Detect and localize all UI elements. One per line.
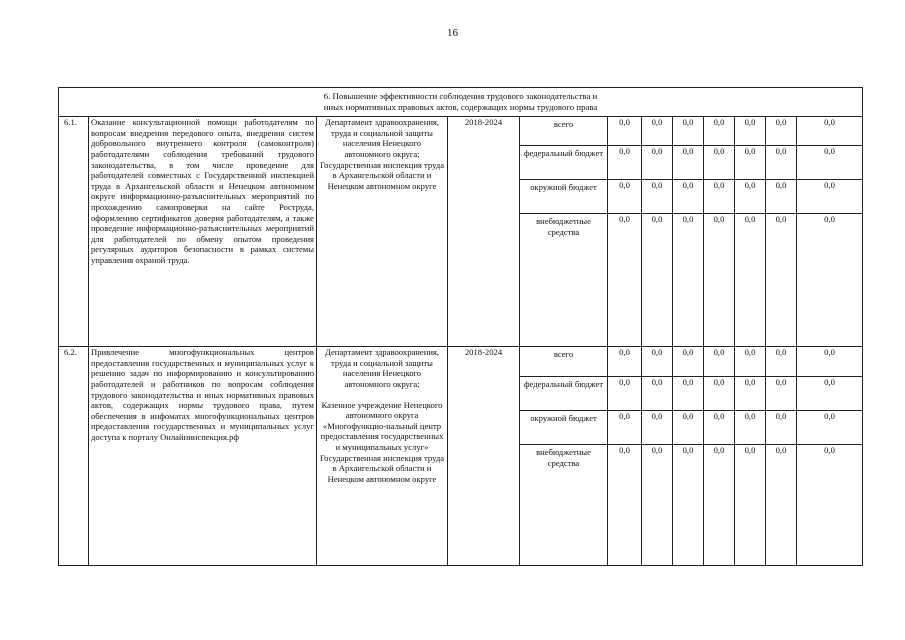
page-number: 16: [447, 27, 458, 39]
responsible-secondary: Государственная инспекция труда в Архангельской области и Ненецком автономном округе: [319, 159, 445, 191]
funding-value: 0,0: [608, 347, 642, 377]
funding-source: окружной бюджет: [520, 180, 608, 214]
funding-value: 0,0: [735, 214, 766, 347]
funding-value: 0,0: [735, 377, 766, 411]
funding-value: 0,0: [673, 445, 704, 566]
funding-source: федеральный бюджет: [520, 377, 608, 411]
funding-value: 0,0: [673, 146, 704, 180]
responsible-executors: [317, 347, 448, 566]
responsible-executors: [317, 117, 448, 347]
implementation-years: 2018-2024: [448, 117, 520, 347]
funding-value: 0,0: [642, 117, 673, 146]
funding-value: 0,0: [766, 146, 797, 180]
funding-value: 0,0: [673, 180, 704, 214]
section-title: 6. Повышение эффективности соблюдения трудового законодательства и иных нормативных правовых актов, содержащих нормы трудового права: [59, 88, 863, 117]
funding-value: 0,0: [642, 347, 673, 377]
funding-value: 0,0: [797, 214, 863, 347]
funding-value: 0,0: [797, 117, 863, 146]
funding-source: внебюджетные средства: [520, 445, 608, 566]
funding-value: 0,0: [766, 214, 797, 347]
funding-value: 0,0: [704, 347, 735, 377]
funding-value: 0,0: [642, 377, 673, 411]
funding-value: 0,0: [642, 445, 673, 566]
funding-value: 0,0: [673, 214, 704, 347]
program-table: [58, 87, 863, 566]
responsible-secondary: Казенное учреждение Ненецкого автономного округа «Многофункцио-нальный центр предоставления государственных и муниципальных услуг» Государственная инспекция труда в Архангельской области и Ненецком автономном округе: [319, 399, 445, 484]
funding-value: 0,0: [766, 117, 797, 146]
funding-value: 0,0: [704, 146, 735, 180]
implementation-years: 2018-2024: [448, 347, 520, 566]
funding-value: 0,0: [704, 445, 735, 566]
funding-value: 0,0: [735, 445, 766, 566]
funding-value: 0,0: [735, 180, 766, 214]
funding-value: 0,0: [797, 411, 863, 445]
funding-value: 0,0: [642, 180, 673, 214]
item-description: Привлечение многофункциональных центров предоставления государственных и муниципальных услуг к решению задач по информированию и консультированию работодателей и работников по вопросам соблюдения трудового законодательства и иных нормативных правовых актов, содержащих нормы трудового права, путем обеспечения в инфоматах многофункциональных центров предоставления государственных и муниципальных услуг доступа к порталу Онлайнинспекция.рф: [89, 347, 317, 566]
funding-value: 0,0: [766, 347, 797, 377]
funding-value: 0,0: [704, 411, 735, 445]
funding-value: 0,0: [797, 377, 863, 411]
funding-value: 0,0: [608, 377, 642, 411]
funding-value: 0,0: [642, 214, 673, 347]
funding-value: 0,0: [673, 117, 704, 146]
funding-value: 0,0: [766, 180, 797, 214]
funding-value: 0,0: [608, 117, 642, 146]
responsible-primary: Департамент здравоохранения, труда и социальной защиты населения Ненецкого автономного округа;: [324, 117, 440, 159]
funding-value: 0,0: [797, 445, 863, 566]
funding-source: всего: [520, 347, 608, 377]
item-number: 6.2.: [59, 347, 89, 566]
funding-value: 0,0: [797, 347, 863, 377]
funding-source: всего: [520, 117, 608, 146]
funding-value: 0,0: [704, 180, 735, 214]
item-number: 6.1.: [59, 117, 89, 347]
funding-source: окружной бюджет: [520, 411, 608, 445]
funding-value: 0,0: [608, 411, 642, 445]
funding-value: 0,0: [673, 411, 704, 445]
item-description: Оказание консультационной помощи работодателям по вопросам внедрения передового опыта, внедрения систем добровольного внутреннего контроля (самоконтроля) работодателями соблюдения требований трудового законодательства, в том числе проведение для работодателей совместных с Государственной инспекцией труда в Архангельской области и Ненецком автономном округе информационно-разъяснительных мероприятий по прохождению самопроверки на сайте Роструда, оформлению сертификатов доверия работодателям, а также проведение информационно-разъяснительных мероприятий для работодателей по обмену опытом проведения регулярных аудиторов безопасности в рамках системы управления охраной труда.: [89, 117, 317, 347]
funding-value: 0,0: [766, 411, 797, 445]
funding-value: 0,0: [766, 445, 797, 566]
funding-value: 0,0: [608, 146, 642, 180]
funding-value: 0,0: [704, 117, 735, 146]
funding-value: 0,0: [673, 377, 704, 411]
funding-value: 0,0: [642, 411, 673, 445]
funding-value: 0,0: [642, 146, 673, 180]
funding-value: 0,0: [608, 214, 642, 347]
funding-value: 0,0: [673, 347, 704, 377]
table-row: [59, 347, 863, 377]
table-row: [59, 117, 863, 146]
funding-value: 0,0: [797, 146, 863, 180]
funding-value: 0,0: [735, 146, 766, 180]
responsible-primary: Департамент здравоохранения, труда и социальной защиты населения Ненецкого автономного округа;: [324, 347, 440, 389]
funding-value: 0,0: [608, 180, 642, 214]
funding-value: 0,0: [735, 411, 766, 445]
section-header-row: [59, 88, 863, 117]
funding-value: 0,0: [735, 117, 766, 146]
funding-source: внебюджетные средства: [520, 214, 608, 347]
funding-value: 0,0: [608, 445, 642, 566]
spacer: [319, 390, 445, 400]
funding-value: 0,0: [735, 347, 766, 377]
funding-value: 0,0: [766, 377, 797, 411]
funding-value: 0,0: [797, 180, 863, 214]
funding-value: 0,0: [704, 214, 735, 347]
funding-value: 0,0: [704, 377, 735, 411]
funding-source: федеральный бюджет: [520, 146, 608, 180]
